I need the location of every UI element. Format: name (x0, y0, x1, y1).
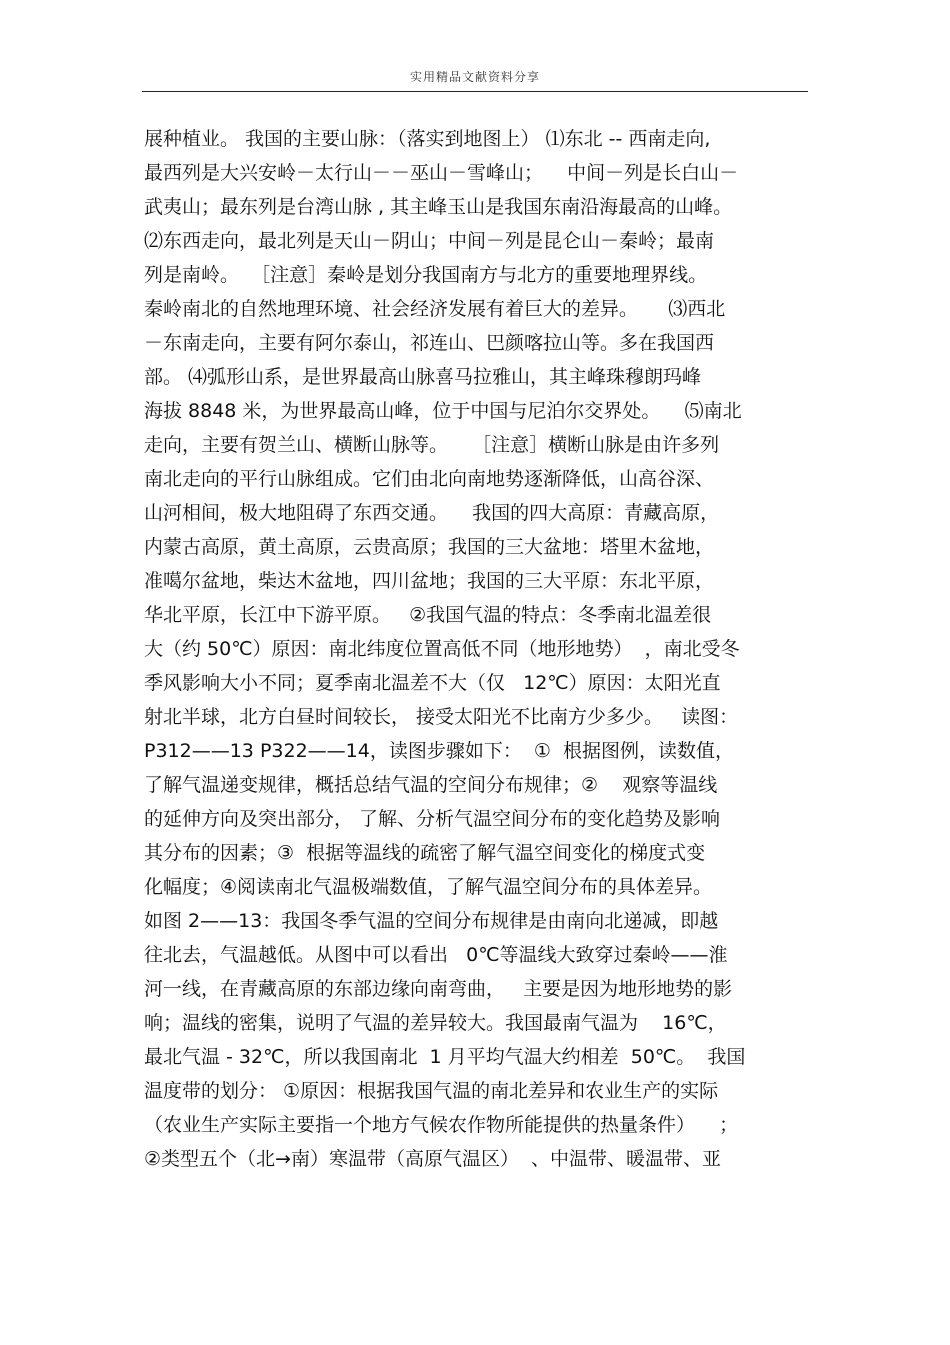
text-line: 南北走向的平行山脉组成。它们由北向南地势逐渐降低，山高谷深、 (144, 468, 715, 490)
text-line: 华北平原，长江中下游平原。 ②我国气温的特点：冬季南北温差很 (144, 604, 712, 626)
text-line: 大（约 50℃）原因：南北纬度位置高低不同（地形地势） ，南北受冬 (144, 638, 740, 660)
text-line: 了解气温递变规律，概括总结气温的空间分布规律；② 观察等温线 (144, 774, 718, 796)
text-line: 内蒙古高原，黄土高原，云贵高原；我国的三大盆地：塔里木盆地， (144, 536, 715, 558)
text-line: 山河相间，极大地阻碍了东西交通。 我国的四大高原：青藏高原， (144, 502, 720, 524)
text-line: 如图 2——13：我国冬季气温的空间分布规律是由南向北递减，即越 (144, 910, 719, 932)
text-line: 准噶尔盆地，柴达木盆地，四川盆地；我国的三大平原：东北平原， (144, 570, 715, 592)
text-line: 往北去，气温越低。从图中可以看出 0℃等温线大致穿过秦岭——淮 (144, 944, 728, 966)
text-line: 的延伸方向及突出部分， 了解、分析气温空间分布的变化趋势及影响 (144, 808, 721, 830)
text-line: 季风影响大小不同；夏季南北温差不大（仅 12℃）原因：太阳光直 (144, 672, 721, 694)
document-body (144, 122, 814, 1176)
text-line: 最北气温 - 32℃，所以我国南北 1 月平均气温大约相差 50℃。 我国 (144, 1046, 746, 1068)
text-line: 武夷山；最东列是台湾山脉 , 其主峰玉山是我国东南沿海最高的山峰。 (144, 196, 733, 218)
text-line: 走向，主要有贺兰山、横断山脉等。 ［注意］横断山脉是由许多列 (144, 434, 720, 456)
text-line: 展种植业。 我国的主要山脉：（落实到地图上） ⑴东北 -- 西南走向, (144, 128, 711, 150)
text-line: 射北半球，北方白昼时间较长， 接受太阳光不比南方少多少。 读图： (144, 706, 739, 728)
page-header: 实用精品文献资料分享 (409, 70, 540, 84)
text-line: 列是南岭。 ［注意］秦岭是划分我国南方与北方的重要地理界线。 (144, 264, 708, 286)
text-line: ⑵东西走向，最北列是天山－阴山；中间－列是昆仑山－秦岭；最南 (144, 230, 715, 252)
text-line: 最西列是大兴安岭－太行山－－巫山－雪峰山； 中间－列是长白山－ (144, 162, 739, 184)
text-line: －东南走向，主要有阿尔泰山，祁连山、巴颜喀拉山等。多在我国西 (144, 332, 715, 354)
text-line: 部。 ⑷弧形山系，是世界最高山脉喜马拉雅山，其主峰珠穆朗玛峰 (144, 366, 702, 388)
text-line: 海拔 8848 米，为世界最高山峰，位于中国与尼泊尔交界处。 ⑸南北 (144, 400, 742, 422)
text-line: 秦岭南北的自然地理环境、社会经济发展有着巨大的差异。 ⑶西北 (144, 298, 726, 320)
text-line: ②类型五个（北→南）寒温带（高原气温区） 、中温带、暖温带、亚 (144, 1148, 722, 1170)
text-line: 其分布的因素；③ 根据等温线的疏密了解气温空间变化的梯度式变 (144, 842, 706, 864)
text-line: 响；温线的密集，说明了气温的差异较大。我国最南气温为 16℃， (144, 1012, 727, 1034)
header-divider (142, 91, 808, 92)
text-line: P312——13 P322——14，读图步骤如下： ① 根据图例，读数值， (144, 740, 735, 762)
text-line: 河一线，在青藏高原的东部边缘向南弯曲， 主要是因为地形地势的影 (144, 978, 733, 1000)
text-line: 化幅度；④阅读南北气温极端数值，了解气温空间分布的具体差异。 (144, 876, 713, 898)
text-line: （农业生产实际主要指一个地方气候农作物所能提供的热量条件） ； (144, 1114, 739, 1136)
text-line: 温度带的划分： ①原因：根据我国气温的南北差异和农业生产的实际 (144, 1080, 719, 1102)
